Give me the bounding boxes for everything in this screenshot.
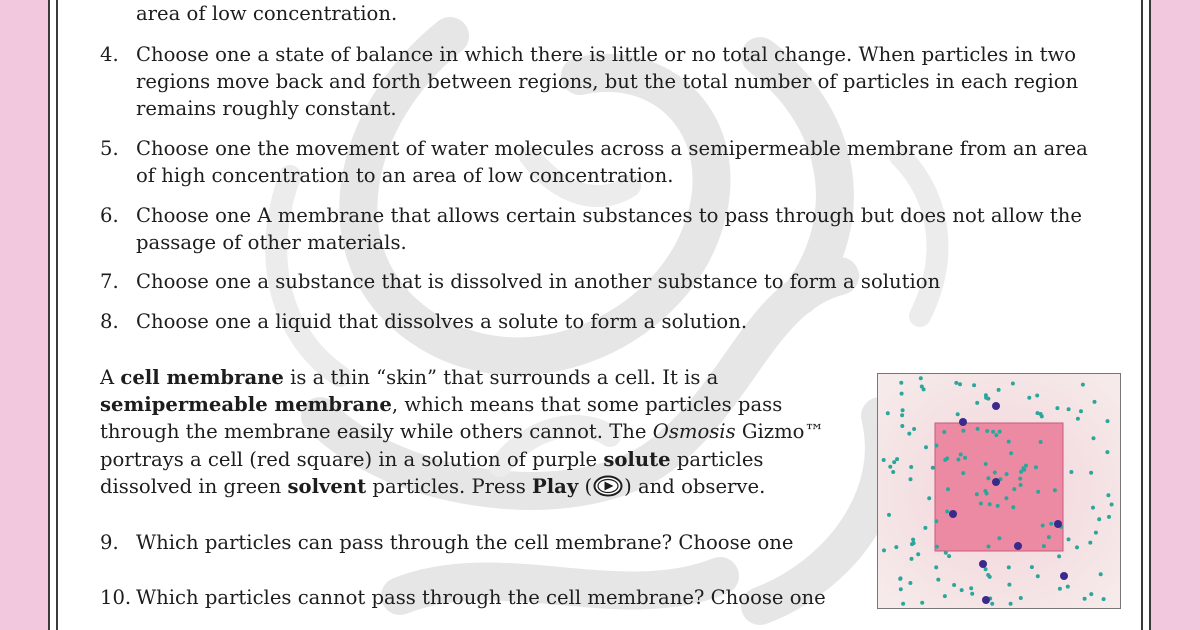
solvent-particle	[1040, 414, 1044, 418]
solvent-particle	[1053, 488, 1057, 492]
solvent-particle	[1009, 451, 1013, 455]
solvent-particle	[1106, 419, 1110, 423]
solvent-particle	[1035, 394, 1039, 398]
solvent-particle	[894, 545, 898, 549]
solvent-particle	[952, 583, 956, 587]
solvent-particle	[920, 601, 924, 605]
solvent-particle	[1055, 406, 1059, 410]
solvent-particle	[935, 545, 939, 549]
solvent-particle	[1081, 383, 1085, 387]
solute-particle	[992, 478, 1000, 486]
solvent-particle	[946, 487, 950, 491]
solvent-particle	[997, 388, 1001, 392]
solvent-particle	[1024, 464, 1028, 468]
solvent-particle	[923, 526, 927, 530]
solute-particle	[959, 418, 967, 426]
paragraph-line-4: portrays a cell (red square) in a solution of purple solute particles	[100, 448, 764, 471]
solvent-particle	[927, 496, 931, 500]
solvent-particle	[956, 458, 960, 462]
solvent-particle	[907, 432, 911, 436]
item-4-line-3: remains roughly constant.	[136, 97, 397, 120]
solvent-particle	[960, 588, 964, 592]
solvent-particle	[898, 577, 902, 581]
solvent-particle	[972, 383, 976, 387]
solvent-particle	[910, 557, 914, 561]
solvent-particle	[988, 502, 992, 506]
solute-particle	[949, 510, 957, 518]
solvent-particle	[1012, 487, 1016, 491]
solvent-particle	[1018, 477, 1022, 481]
solvent-particle	[945, 510, 949, 514]
solvent-particle	[956, 412, 960, 416]
solvent-particle	[1004, 496, 1008, 500]
solvent-particle	[979, 502, 983, 506]
solvent-particle	[920, 385, 924, 389]
solvent-particle	[1107, 515, 1111, 519]
solvent-particle	[943, 594, 947, 598]
solvent-particle	[882, 458, 886, 462]
solvent-particle	[975, 492, 979, 496]
solvent-particle	[996, 504, 1000, 508]
solvent-particle	[990, 602, 994, 606]
solvent-particle	[912, 541, 916, 545]
worksheet-page	[48, 0, 1151, 630]
solvent-particle	[936, 578, 940, 582]
item-4-number: 4.	[100, 43, 119, 66]
solvent-particle	[1069, 470, 1073, 474]
term-solvent: solvent	[287, 475, 367, 498]
solvent-particle	[916, 552, 920, 556]
question-10-text: Which particles cannot pass through the cell membrane? Choose one	[136, 586, 826, 609]
item-4-line-1: Choose one a state of balance in which there is little or no total change. When particles in two	[136, 43, 1077, 66]
solvent-particle	[944, 551, 948, 555]
solvent-particle	[1099, 572, 1103, 576]
solvent-particle	[987, 545, 991, 549]
solvent-particle	[1005, 472, 1009, 476]
solvent-particle	[919, 376, 923, 380]
solvent-particle	[997, 536, 1001, 540]
item-7-line-1: Choose one a substance that is dissolved in another substance to form a solution	[136, 270, 941, 293]
solvent-particle	[1088, 541, 1092, 545]
term-play: Play	[531, 475, 579, 498]
solute-particle	[982, 596, 990, 604]
item-5-number: 5.	[100, 137, 119, 160]
solvent-particle	[1091, 506, 1095, 510]
solvent-particle	[1009, 602, 1013, 606]
solvent-particle	[970, 592, 974, 596]
solvent-particle	[1076, 417, 1080, 421]
solvent-particle	[991, 430, 995, 434]
solute-particle	[979, 560, 987, 568]
item-7-number: 7.	[100, 270, 119, 293]
solvent-particle	[931, 466, 935, 470]
solvent-particle	[1030, 565, 1034, 569]
solvent-particle	[1036, 490, 1040, 494]
solvent-particle	[900, 413, 904, 417]
solvent-particle	[998, 430, 1002, 434]
solvent-particle	[1047, 535, 1051, 539]
solvent-particle	[886, 411, 890, 415]
solvent-particle	[1079, 409, 1083, 413]
solvent-particle	[900, 392, 904, 396]
solvent-particle	[945, 456, 949, 460]
solvent-particle	[1092, 436, 1096, 440]
solvent-particle	[909, 477, 913, 481]
term-solute: solute	[603, 448, 671, 471]
solvent-particle	[1089, 592, 1093, 596]
solvent-particle	[909, 465, 913, 469]
solvent-particle	[1036, 574, 1040, 578]
solvent-particle	[976, 427, 980, 431]
solvent-particle	[1011, 505, 1015, 509]
solvent-particle	[1039, 440, 1043, 444]
paragraph-line-5: dissolved in green solvent particles. Press Play ( ) and observe.	[100, 475, 766, 498]
solvent-particle	[1041, 524, 1045, 528]
item3-continuation: area of low concentration.	[136, 2, 398, 25]
solvent-particle	[1089, 471, 1093, 475]
solvent-particle	[954, 381, 958, 385]
solvent-particle	[882, 548, 886, 552]
item-5-line-1: Choose one the movement of water molecules across a semipermeable membrane from an area	[136, 137, 1088, 160]
cell-red-square	[935, 423, 1063, 551]
solvent-particle	[901, 408, 905, 412]
solvent-particle	[1066, 585, 1070, 589]
solvent-particle	[1105, 450, 1109, 454]
solvent-particle	[1007, 565, 1011, 569]
solvent-particle	[1049, 522, 1053, 526]
paragraph-line-3: through the membrane easily while others cannot. The Osmosis Gizmo™	[100, 420, 825, 443]
solvent-particle	[1083, 597, 1087, 601]
solvent-particle	[1027, 396, 1031, 400]
paragraph-line-1: A cell membrane is a thin “skin” that surrounds a cell. It is a	[100, 366, 719, 389]
play-icon	[593, 475, 623, 497]
solvent-particle	[969, 586, 973, 590]
term-cell-membrane: cell membrane	[120, 366, 284, 389]
solvent-particle	[924, 445, 928, 449]
solvent-particle	[986, 573, 990, 577]
solvent-particle	[984, 462, 988, 466]
solvent-particle	[1067, 407, 1071, 411]
solvent-particle	[984, 396, 988, 400]
term-semipermeable-membrane: semipermeable membrane	[100, 393, 392, 416]
solvent-particle	[1106, 493, 1110, 497]
solvent-particle	[908, 581, 912, 585]
solvent-particle	[911, 538, 915, 542]
solvent-particle	[983, 489, 987, 493]
solvent-particle	[1075, 545, 1079, 549]
solvent-particle	[888, 465, 892, 469]
solvent-particle	[958, 382, 962, 386]
question-10-number: 10.	[100, 586, 132, 609]
item-8-line-1: Choose one a liquid that dissolves a solute to form a solution.	[136, 310, 748, 333]
solvent-particle	[1036, 411, 1040, 415]
solvent-particle	[961, 429, 965, 433]
solvent-particle	[887, 513, 891, 517]
solvent-particle	[1057, 554, 1061, 558]
solvent-particle	[942, 430, 946, 434]
solvent-particle	[1067, 537, 1071, 541]
solvent-particle	[1110, 503, 1114, 507]
paragraph-line-2: semipermeable membrane, which means that some particles pass	[100, 393, 783, 416]
solvent-particle	[895, 457, 899, 461]
solvent-particle	[934, 519, 938, 523]
solvent-particle	[891, 470, 895, 474]
solvent-particle	[899, 381, 903, 385]
solvent-particle	[1019, 483, 1023, 487]
solvent-particle	[912, 427, 916, 431]
solute-particle	[1054, 520, 1062, 528]
solvent-particle	[961, 471, 965, 475]
solvent-particle	[901, 602, 905, 606]
osmosis-gizmo-figure	[877, 373, 1121, 609]
item-6-number: 6.	[100, 204, 119, 227]
solute-particle	[1060, 572, 1068, 580]
solvent-particle	[1093, 400, 1097, 404]
solvent-particle	[1007, 440, 1011, 444]
solvent-particle	[1007, 583, 1011, 587]
question-9-text: Which particles can pass through the cell membrane? Choose one	[136, 531, 794, 554]
solvent-particle	[899, 587, 903, 591]
solvent-particle	[892, 460, 896, 464]
solvent-particle	[1034, 465, 1038, 469]
solvent-particle	[934, 444, 938, 448]
solvent-particle	[1011, 382, 1015, 386]
solvent-particle	[1058, 587, 1062, 591]
solute-particle	[1014, 542, 1022, 550]
item-6-line-2: passage of other materials.	[136, 231, 407, 254]
solvent-particle	[959, 453, 963, 457]
solvent-particle	[963, 456, 967, 460]
item-5-line-2: of high concentration to an area of low concentration.	[136, 164, 674, 187]
solvent-particle	[985, 429, 989, 433]
solvent-particle	[1042, 544, 1046, 548]
solvent-particle	[947, 554, 951, 558]
solvent-particle	[934, 565, 938, 569]
solvent-particle	[1102, 597, 1106, 601]
solvent-particle	[986, 476, 990, 480]
question-9-number: 9.	[100, 531, 119, 554]
item-8-number: 8.	[100, 310, 119, 333]
solvent-particle	[975, 401, 979, 405]
solvent-particle	[1097, 517, 1101, 521]
solute-particle	[992, 402, 1000, 410]
solvent-particle	[993, 471, 997, 475]
item-4-line-2: regions move back and forth between regions, but the total number of particles in each region	[136, 70, 1079, 93]
solvent-particle	[1019, 596, 1023, 600]
solvent-particle	[900, 424, 904, 428]
item-6-line-1: Choose one A membrane that allows certain substances to pass through but does not allow the	[136, 204, 1082, 227]
solvent-particle	[1094, 531, 1098, 535]
solvent-particle	[994, 433, 998, 437]
